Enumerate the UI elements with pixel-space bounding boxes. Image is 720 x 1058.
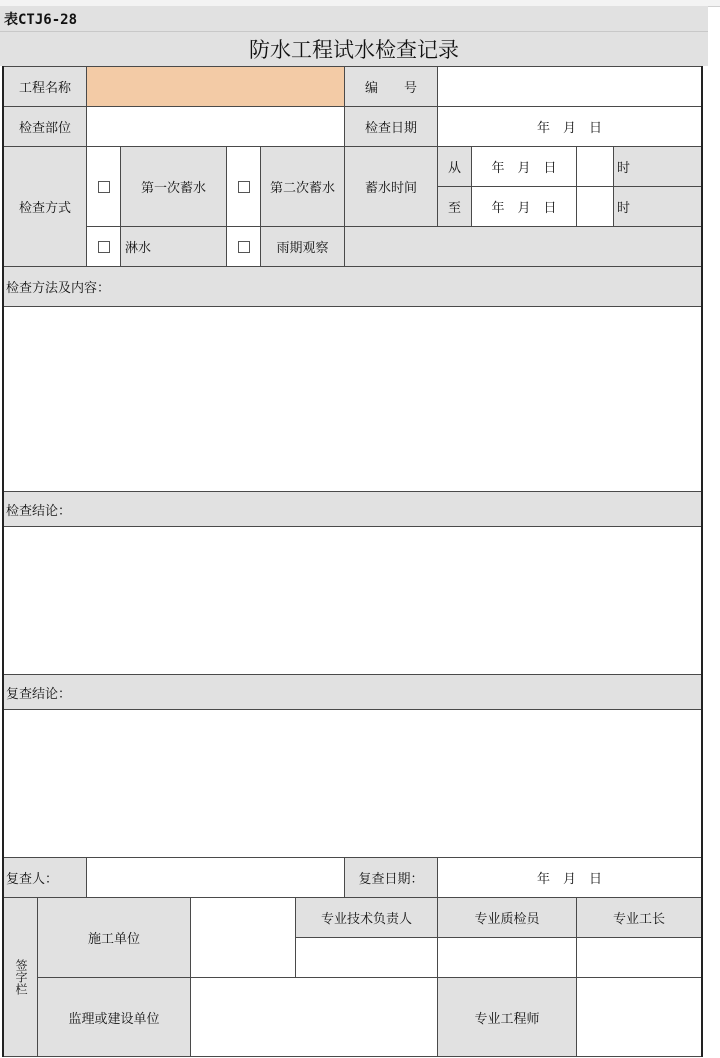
first-storage-checkbox-cell[interactable] <box>86 146 121 227</box>
table-right-border <box>701 66 703 1057</box>
engineer-label: 专业工程师 <box>437 977 577 1057</box>
storage-time-label: 蓄水时间 <box>344 146 438 227</box>
signature-column-label <box>3 897 38 1057</box>
signature-column-text: 签字栏 <box>14 959 28 995</box>
construction-unit-field[interactable] <box>190 897 296 978</box>
from-hour-label: 时 <box>613 146 702 187</box>
table-left-border <box>2 66 4 1057</box>
spray-checkbox-cell[interactable] <box>86 226 121 267</box>
to-hour-label: 时 <box>613 186 702 227</box>
supervision-unit-label: 监理或建设单位 <box>37 977 191 1057</box>
check-method-label: 检查方式 <box>3 146 87 267</box>
first-storage-option: 第一次蓄水 <box>120 146 227 227</box>
part-label: 检查部位 <box>3 106 87 147</box>
supervision-unit-field[interactable] <box>190 977 438 1057</box>
construction-unit-label: 施工单位 <box>37 897 191 978</box>
spray-option: 淋水 <box>120 226 227 267</box>
recheck-person-label: 复查人： <box>3 857 87 898</box>
second-storage-option: 第二次蓄水 <box>260 146 345 227</box>
from-hour-field[interactable] <box>576 146 614 187</box>
to-date-field[interactable]: 年 月 日 <box>471 186 577 227</box>
project-name-label: 工程名称 <box>3 66 87 107</box>
tech-lead-signature-field[interactable] <box>295 937 438 978</box>
from-date-field[interactable]: 年 月 日 <box>471 146 577 187</box>
form-title: 防水工程试水检查记录 <box>0 32 708 66</box>
number-field[interactable] <box>437 66 702 107</box>
part-field[interactable] <box>86 106 345 147</box>
form-code: 表CTJ6-28 <box>0 6 708 32</box>
spray-checkbox[interactable] <box>98 241 110 253</box>
quality-inspector-signature-field[interactable] <box>437 937 577 978</box>
rain-option: 雨期观察 <box>260 226 345 267</box>
recheck-person-field[interactable] <box>86 857 345 898</box>
tech-lead-label: 专业技术负责人 <box>295 897 438 938</box>
second-storage-checkbox[interactable] <box>238 181 250 193</box>
to-hour-field[interactable] <box>576 186 614 227</box>
project-name-field[interactable] <box>86 66 345 107</box>
rain-checkbox-cell[interactable] <box>226 226 261 267</box>
method-blank-cell <box>344 226 702 267</box>
recheck-conclusion-area[interactable] <box>3 709 702 858</box>
to-label: 至 <box>437 186 472 227</box>
foreman-signature-field[interactable] <box>576 937 702 978</box>
quality-inspector-label: 专业质检员 <box>437 897 577 938</box>
first-storage-checkbox[interactable] <box>98 181 110 193</box>
method-content-label: 检查方法及内容： <box>3 266 702 307</box>
check-date-field[interactable]: 年 月 日 <box>437 106 702 147</box>
foreman-label: 专业工长 <box>576 897 702 938</box>
recheck-conclusion-label: 复查结论： <box>3 674 702 710</box>
check-date-label: 检查日期 <box>344 106 438 147</box>
number-label: 编 号 <box>344 66 438 107</box>
rain-checkbox[interactable] <box>238 241 250 253</box>
conclusion-area[interactable] <box>3 526 702 675</box>
engineer-signature-field[interactable] <box>576 977 702 1057</box>
from-label: 从 <box>437 146 472 187</box>
method-content-area[interactable] <box>3 306 702 492</box>
recheck-date-field[interactable]: 年 月 日 <box>437 857 702 898</box>
conclusion-label: 检查结论： <box>3 491 702 527</box>
recheck-date-label: 复查日期： <box>344 857 438 898</box>
second-storage-checkbox-cell[interactable] <box>226 146 261 227</box>
